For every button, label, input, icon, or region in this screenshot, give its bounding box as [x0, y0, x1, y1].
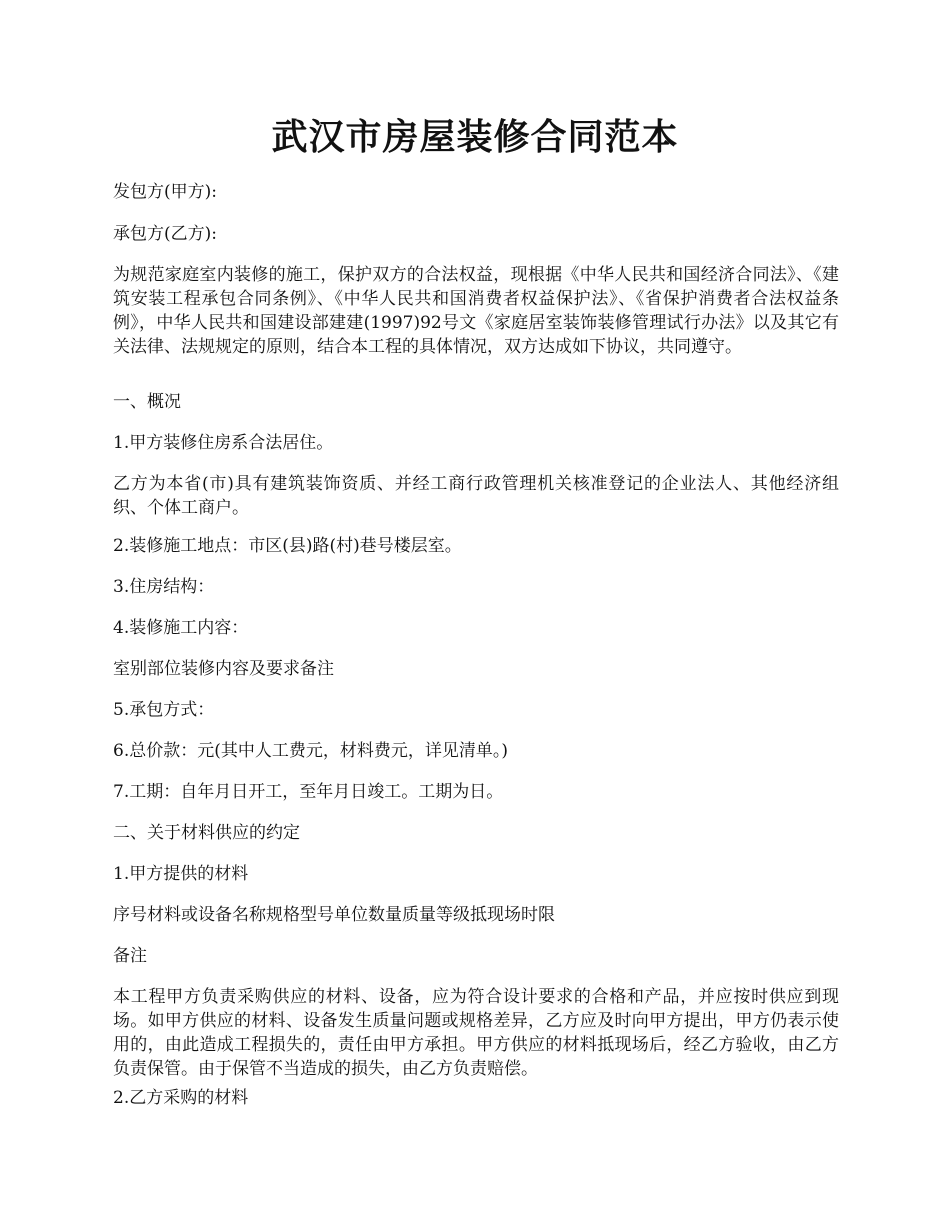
document-title: 武汉市房屋装修合同范本 [271, 116, 679, 158]
clause-1-2-location: 2.装修施工地点：市区(县)路(村)巷号楼层室。 [113, 536, 462, 556]
party-a-line: 发包方(甲方): [113, 182, 217, 202]
clause-1-3-structure: 3.住房结构： [113, 577, 215, 597]
clause-2-1-party-a-materials: 1.甲方提供的材料 [113, 864, 249, 884]
room-table-header: 室别部位装修内容及要求备注 [113, 659, 334, 679]
clause-1-4-content: 4.装修施工内容： [113, 618, 249, 638]
materials-table-remarks: 备注 [113, 946, 147, 966]
party-b-line: 承包方(乙方): [113, 224, 217, 244]
clause-1-7-duration: 7.工期：自年月日开工，至年月日竣工。工期为日。 [113, 782, 504, 802]
clause-1-1-contractor: 乙方为本省(市)具有建筑装饰资质、并经工商行政管理机关核准登记的企业法人、其他经济组织、个体工商户。 [113, 474, 839, 518]
clause-2-2-party-b-materials: 2.乙方采购的材料 [113, 1088, 249, 1108]
materials-table-header: 序号材料或设备名称规格型号单位数量质量等级抵现场时限 [113, 905, 555, 925]
clause-1-1: 1.甲方装修住房系合法居住。 [113, 433, 334, 453]
clause-1-5-contract-mode: 5.承包方式： [113, 700, 215, 720]
section-1-heading: 一、概况 [113, 392, 181, 412]
materials-responsibility-paragraph: 本工程甲方负责采购供应的材料、设备，应为符合设计要求的合格和产品，并应按时供应到现场。如甲方供应的材料、设备发生质量问题或规格差异，乙方应及时向甲方提出，甲方仍表示使用的，由此造成工程损失的，责任由甲方承担。甲方供应的材料抵现场后，经乙方验收，由乙方负责保管。由于保管不当造成的损失，由乙方负责赔偿。 [113, 987, 839, 1079]
preamble-paragraph: 为规范家庭室内装修的施工，保护双方的合法权益，现根据《中华人民共和国经济合同法》、《建筑安装工程承包合同条例》、《中华人民共和国消费者权益保护法》、《省保护消费者合法权益条例》，中华人民共和国建设部建建(1997)92号文《家庭居室装饰装修管理试行办法》以及其它有关法律、法规规定的原则，结合本工程的具体情况，双方达成如下协议，共同遵守。 [113, 265, 839, 357]
section-2-heading: 二、关于材料供应的约定 [113, 823, 300, 843]
clause-1-6-total-price: 6.总价款：元(其中人工费元，材料费元，详见清单。) [113, 741, 508, 761]
